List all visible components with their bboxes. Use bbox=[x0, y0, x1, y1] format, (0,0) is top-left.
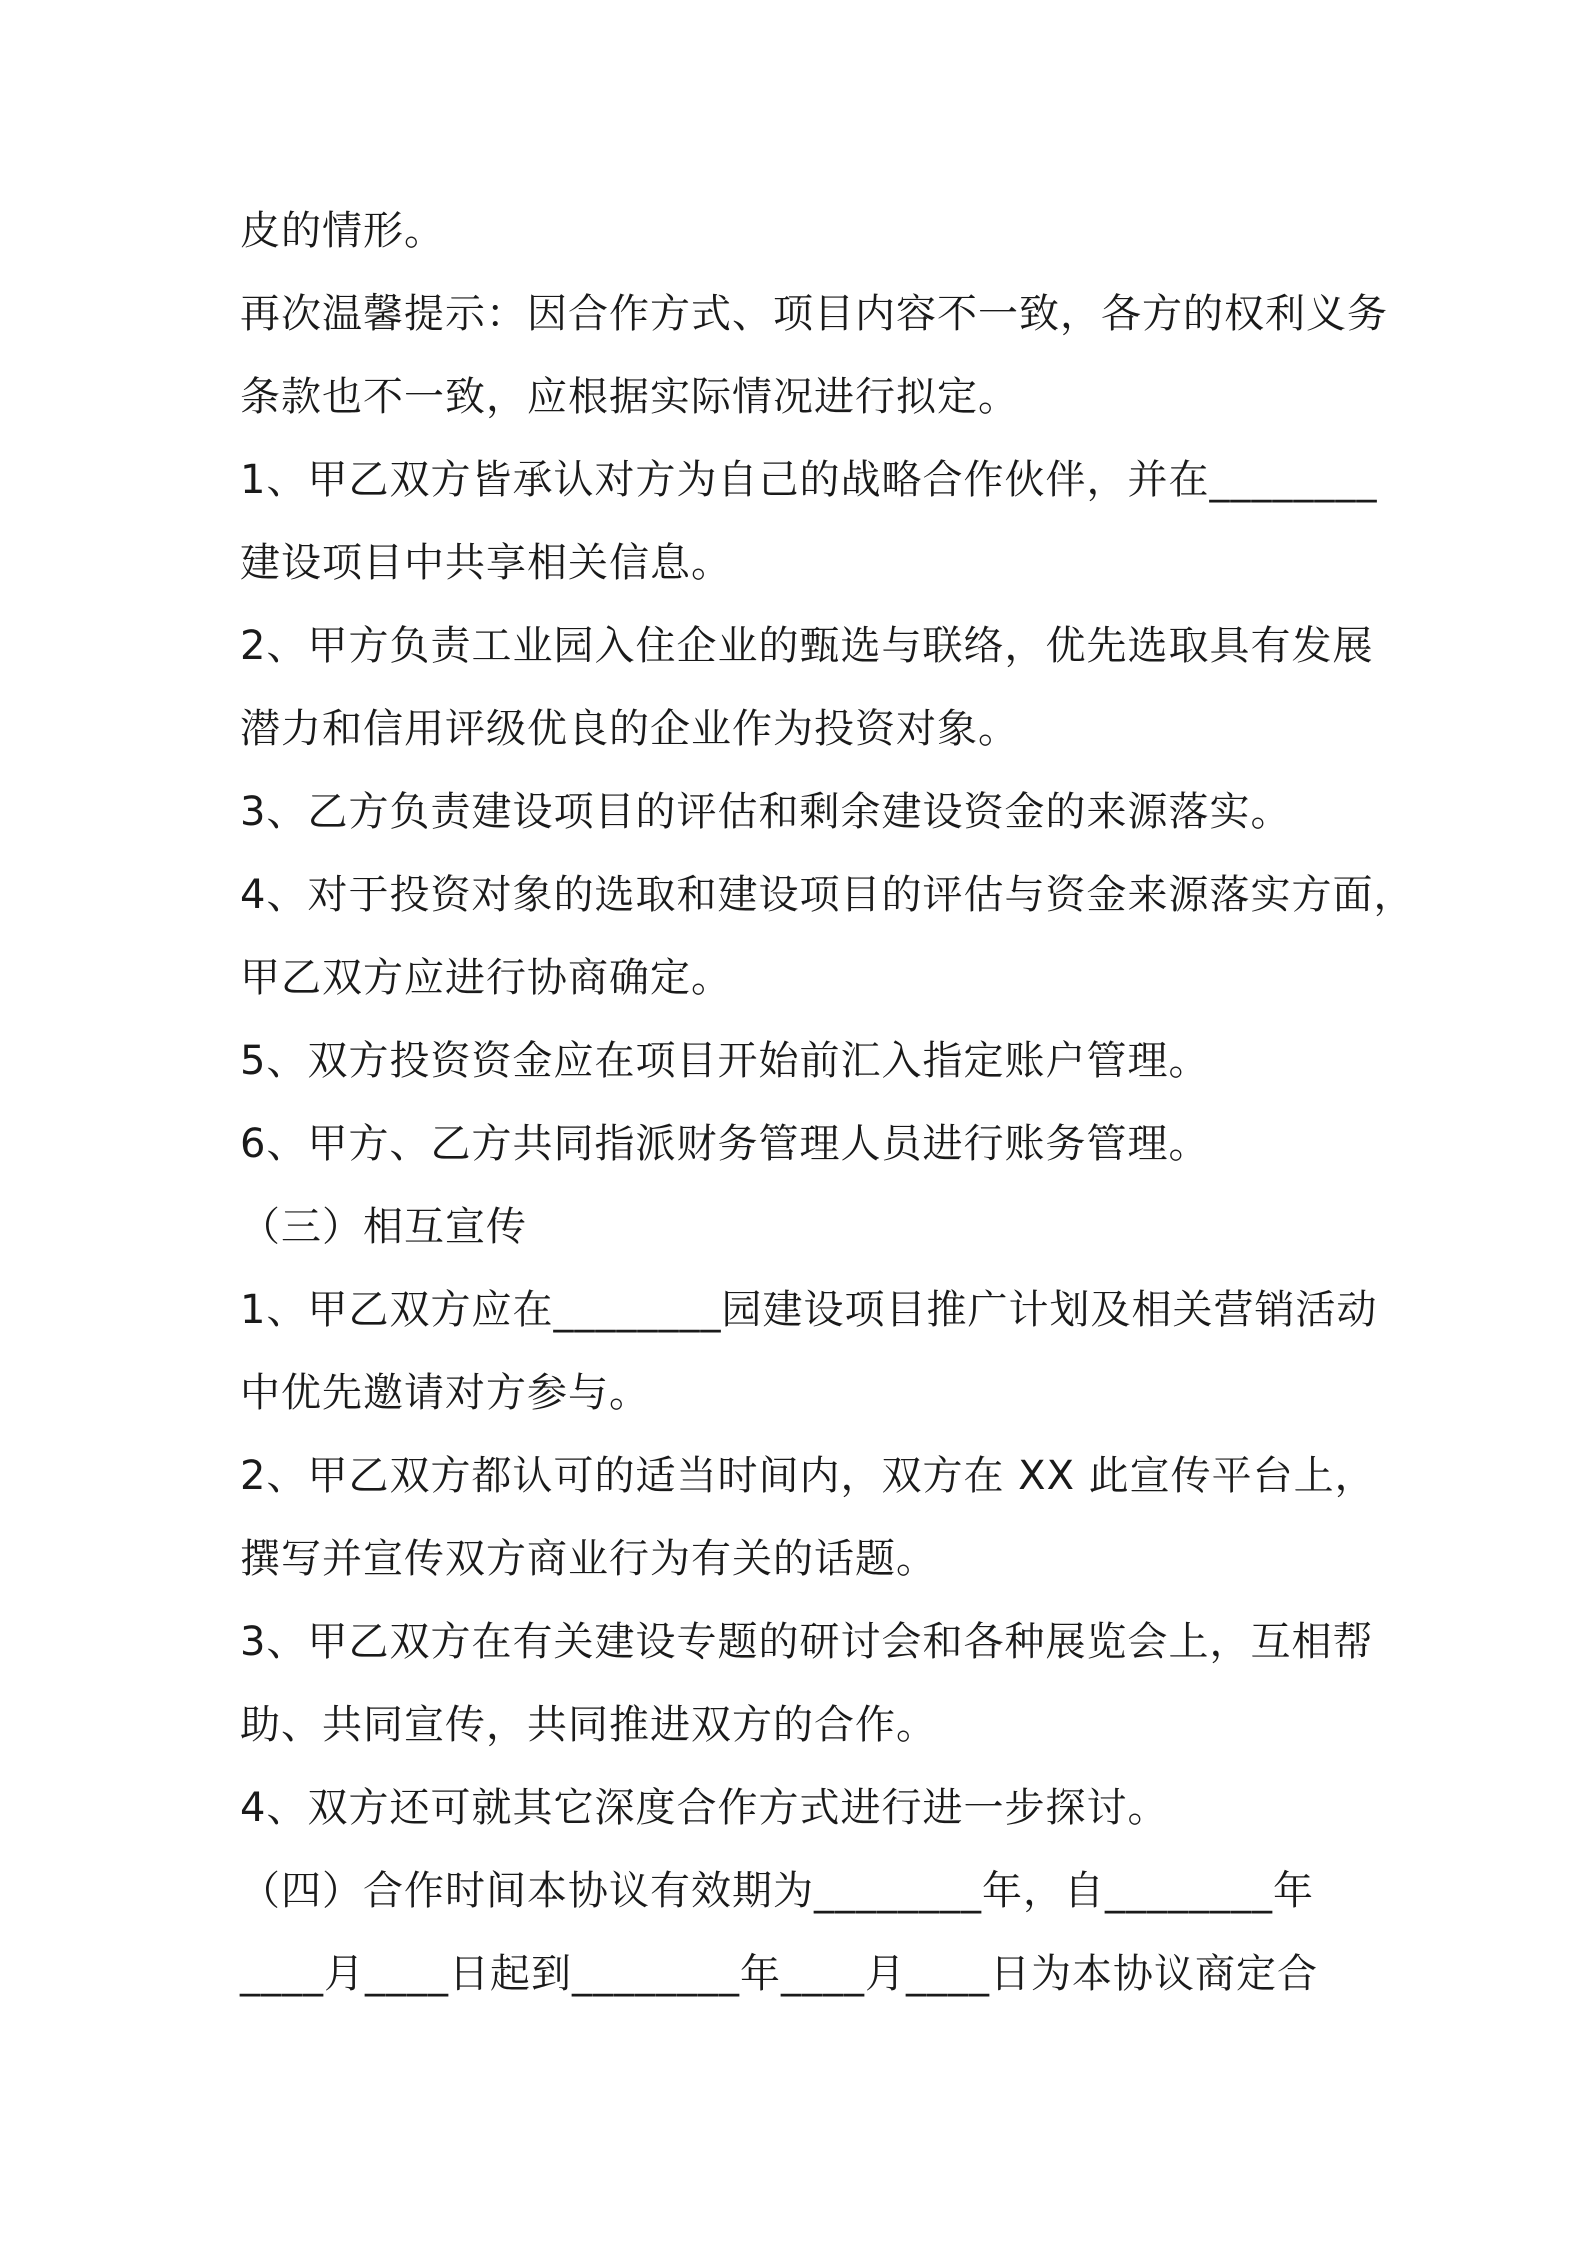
text-line: 助、共同宣传，共同推进双方的合作。 bbox=[240, 1702, 937, 1748]
text-line: 6、甲方、乙方共同指派财务管理人员进行账务管理。 bbox=[240, 1121, 1210, 1167]
text-line: 撰写并宣传双方商业行为有关的话题。 bbox=[240, 1536, 937, 1582]
text-line: 甲乙双方应进行协商确定。 bbox=[240, 955, 732, 1001]
text-line: 2、甲方负责工业园入住企业的甄选与联络，优先选取具有发展 bbox=[240, 623, 1374, 669]
text-line: 5、双方投资资金应在项目开始前汇入指定账户管理。 bbox=[240, 1038, 1210, 1084]
text-line: 建设项目中共享相关信息。 bbox=[240, 540, 732, 586]
text-line: 条款也不一致，应根据实际情况进行拟定。 bbox=[240, 374, 1019, 420]
text-line: 4、双方还可就其它深度合作方式进行进一步探讨。 bbox=[240, 1785, 1169, 1831]
text-line: 3、甲乙双方在有关建设专题的研讨会和各种展览会上，互相帮 bbox=[240, 1619, 1374, 1665]
text-line: 3、乙方负责建设项目的评估和剩余建设资金的来源落实。 bbox=[240, 789, 1292, 835]
text-line: 1、甲乙双方皆承认对方为自己的战略合作伙伴，并在________ bbox=[240, 457, 1378, 503]
text-line: 潜力和信用评级优良的企业作为投资对象。 bbox=[240, 706, 1019, 752]
text-line: 1、甲乙双方应在________园建设项目推广计划及相关营销活动 bbox=[240, 1287, 1378, 1333]
text-line: 再次温馨提示：因合作方式、项目内容不一致，各方的权利义务 bbox=[240, 291, 1388, 337]
text-line: 皮的情形。 bbox=[240, 208, 445, 254]
text-line: 4、对于投资对象的选取和建设项目的评估与资金来源落实方面， bbox=[240, 872, 1415, 918]
text-line: 中优先邀请对方参与。 bbox=[240, 1370, 650, 1416]
text-line: ____月____日起到________年____月____日为本协议商定合 bbox=[240, 1951, 1318, 1997]
document-body bbox=[240, 190, 1415, 2016]
section-heading: （四）合作时间本协议有效期为________年，自________年 bbox=[240, 1868, 1314, 1914]
section-heading: （三）相互宣传 bbox=[240, 1204, 527, 1250]
text-line: 2、甲乙双方都认可的适当时间内，双方在 XX 此宣传平台上， bbox=[240, 1453, 1376, 1499]
